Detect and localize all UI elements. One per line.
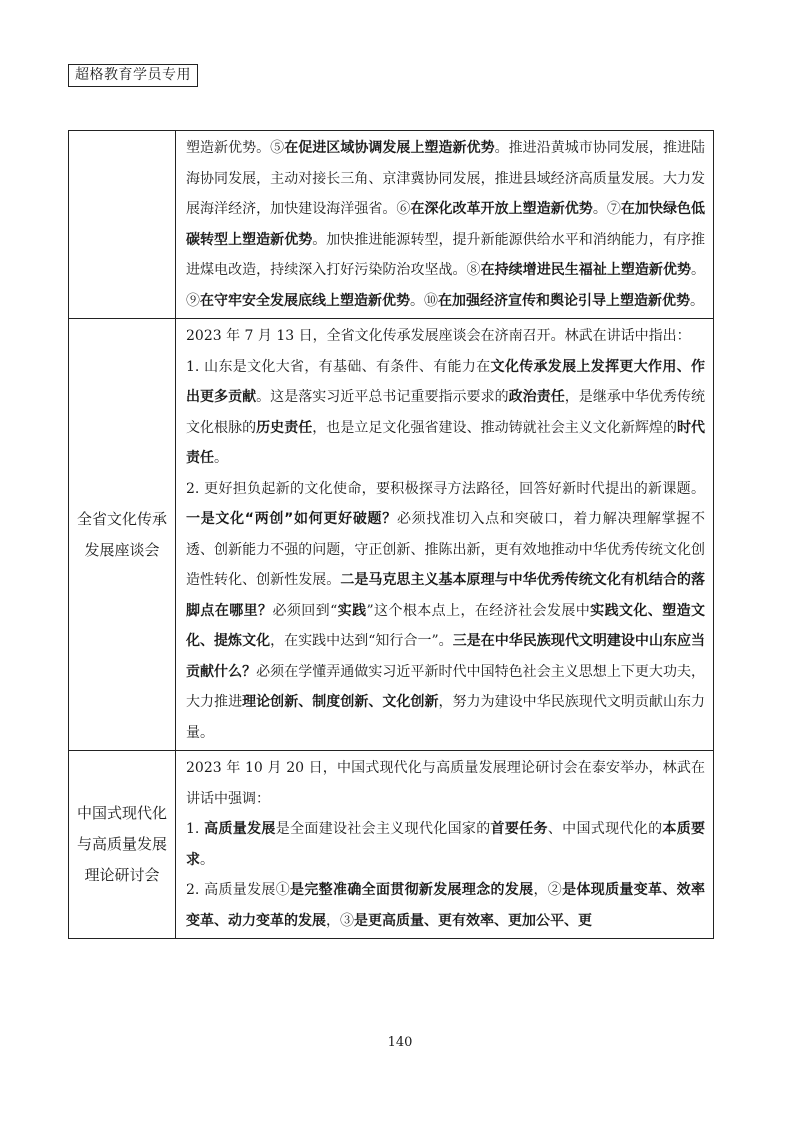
emphasis-text: 时代责任 [186, 419, 706, 466]
text-segment: 。⑨ [186, 262, 706, 309]
emphasis-text: 是体现质量变革、效率变革、动力变革的发展 [186, 882, 706, 929]
text-segment: 。这是落实习近平总书记重要指示要求的 [256, 389, 509, 405]
emphasis-text: 二是马克思主义基本原理与中华优秀传统文化有机结合的落脚点在哪里？ [186, 572, 706, 619]
text-segment: ，也是立足文化强省建设、推动铸就社会主义文化新辉煌的 [312, 419, 677, 436]
emphasis-text: 首要任务 [490, 821, 548, 837]
text-segment: ，③ [326, 912, 354, 929]
emphasis-text: 实践 [337, 602, 367, 619]
text-segment: ，是继承中华优秀传统文化根脉的 [186, 389, 706, 436]
emphasis-text: 在加强经济宣传和舆论引导上塑造新优势 [438, 292, 690, 309]
text-segment: 2023 年 7 月 13 日，全省文化传承发展座谈会在济南召开。林武在讲话中指出： [186, 328, 691, 344]
header-label: 超格教育学员专用 [68, 64, 198, 87]
emphasis-text: 三是在中华民族现代文明建设中山东应当贡献什么？ [186, 633, 705, 680]
text-segment: ，努力为建设中华民族现代文明贡献山东力量。 [186, 694, 706, 741]
row-content [176, 319, 714, 751]
row-label-modernization-seminar: 中国式现代化与高质量发展理论研讨会 [69, 751, 176, 939]
text-segment: 。加快推进能源转型，提升新能源供给水平和消纳能力，有序推进煤电改造，持续深入打好污染防治攻坚战。⑧ [186, 231, 705, 278]
text-segment: 。⑦ [592, 201, 621, 217]
row-label-culture-forum: 全省文化传承发展座谈会 [69, 319, 176, 751]
text-segment: 。推进沿黄城市协同发展，推进陆海协同发展，主动对接长三角、京津冀协同发展，推进县域经济高质量发展。大力发展海洋经济，加快建设海洋强省。⑥ [186, 140, 706, 217]
row-content [176, 751, 714, 939]
paragraph [186, 352, 705, 474]
emphasis-text: 是更高质量、更有效率、更加公平、更 [354, 912, 592, 929]
emphasis-text: 理论创新、制度创新、文化创新 [242, 694, 439, 710]
emphasis-text: 文化传承发展上发挥更大作用、作出更多贡献 [186, 358, 706, 405]
text-segment: 2023 年 10 月 20 日，中国式现代化与高质量发展理论研讨会在泰安举办，林武在讲话中强调： [186, 760, 705, 807]
content-table [68, 130, 714, 939]
text-segment: 必须在学懂弄通做实习近平新时代中国特色社会主义思想上下更大功夫，大力推进 [186, 663, 705, 710]
paragraph [186, 875, 705, 936]
emphasis-text: 一是文化“两创”如何更好破题？ [186, 511, 397, 527]
emphasis-text: 历史责任 [256, 419, 313, 436]
text-segment: 必须找准切入点和突破口，着力解决理解掌握不透、创新能力不强的问题，守正创新、推陈出新，更有效地推动中华优秀传统文化创造性转化、创新性发展。 [186, 511, 706, 588]
row-content [176, 131, 714, 319]
paragraph [186, 133, 705, 316]
table-row [69, 131, 714, 319]
text-segment: 1. [186, 821, 205, 837]
text-segment: ”这个根本点上，在经济社会发展中 [366, 602, 591, 619]
table-row [69, 319, 714, 751]
emphasis-text: 在深化改革开放上塑造新优势 [410, 201, 593, 217]
text-segment: 。 [690, 292, 704, 309]
text-segment: 。 [214, 450, 228, 466]
emphasis-text: 实践文化、塑造文化、提炼文化 [186, 602, 706, 649]
emphasis-text: 是完整准确全面贯彻新发展理念的发展 [290, 882, 534, 898]
paragraph [186, 474, 705, 749]
emphasis-text: 在持续增进民生福祉上塑造新优势 [480, 262, 692, 278]
text-segment: 必须回到“ [272, 602, 338, 619]
paragraph [186, 814, 705, 875]
page-number: 140 [387, 1035, 413, 1050]
row-label-empty [69, 131, 176, 319]
paragraph [186, 321, 705, 352]
text-segment: 。 [200, 851, 214, 868]
paragraph [186, 753, 705, 814]
text-segment: ，② [533, 882, 563, 898]
text-segment: 塑造新优势。⑤ [186, 140, 285, 156]
text-segment: ，在实践中达到“知行合一”。 [270, 633, 453, 649]
text-segment: 是全面建设社会主义现代化国家的 [275, 821, 491, 837]
emphasis-text: 本质要求 [186, 821, 706, 868]
table-row [69, 751, 714, 939]
text-segment: 。⑩ [410, 292, 438, 309]
emphasis-text: 在加快绿色低碳转型上塑造新优势 [186, 201, 706, 248]
text-segment: 、中国式现代化的 [547, 821, 663, 837]
text-segment: 2. 更好担负起新的文化使命，要积极探寻方法路径，回答好新时代提出的新课题。 [186, 480, 705, 497]
emphasis-text: 在守牢安全发展底线上塑造新优势 [200, 292, 410, 309]
text-segment: 1. 山东是文化大省，有基础、有条件、有能力在 [186, 358, 491, 375]
emphasis-text: 在促进区域协调发展上塑造新优势 [284, 140, 495, 156]
emphasis-text: 政治责任 [508, 389, 565, 405]
emphasis-text: 高质量发展 [204, 821, 276, 837]
text-segment: 2. 高质量发展① [186, 882, 291, 898]
